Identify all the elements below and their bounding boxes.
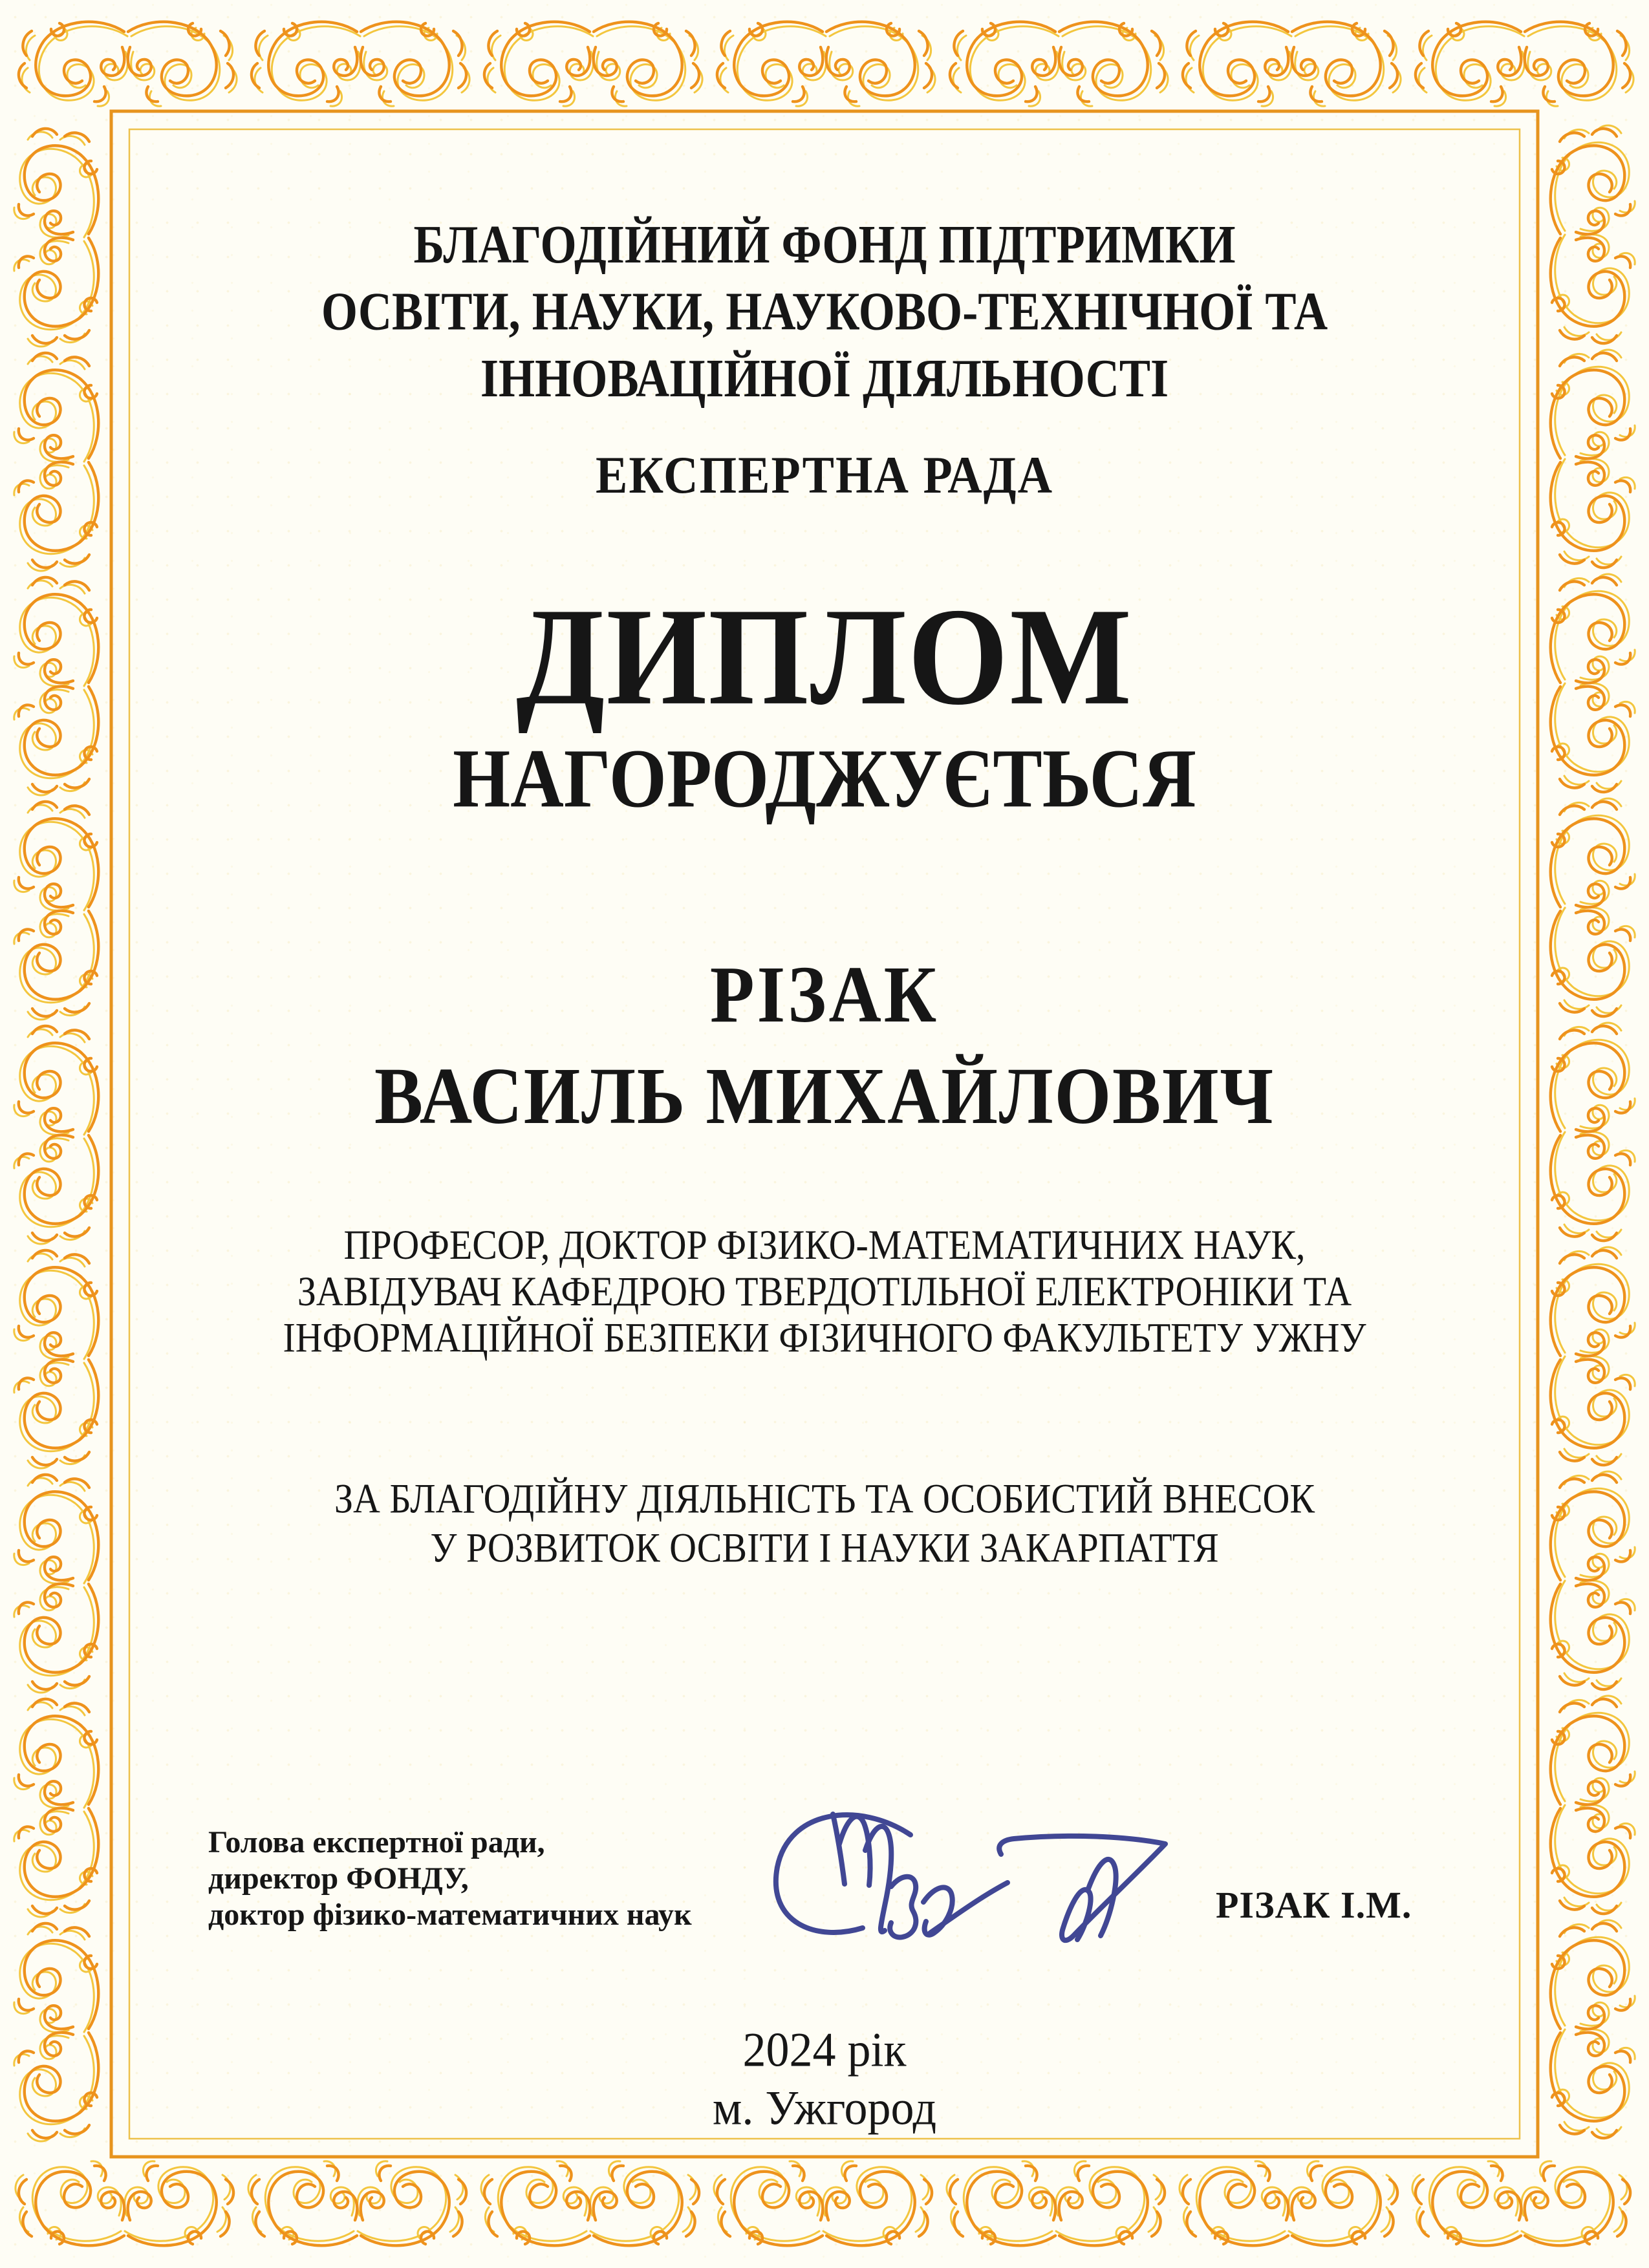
signatory-name: РІЗАК І.М. [1216,1884,1412,1926]
org-title-line2: ОСВІТИ, НАУКИ, НАУКОВО-ТЕХНІЧНОЇ ТА [321,281,1328,342]
recipient-position [129,1222,1520,1361]
award-reason-line2: У РОЗВИТОК ОСВІТИ І НАУКИ ЗАКАРПАТТЯ [430,1524,1219,1572]
recipient-surname: РІЗАК [709,950,940,1040]
signatory-role [208,1824,692,1933]
signatory-role-line2: директор ФОНДУ, [208,1861,469,1896]
signature-autograph [776,1814,1165,1940]
org-title-line3: ІННОВАЦІЙНОЇ ДІЯЛЬНОСТІ [480,348,1169,409]
award-subtitle: НАГОРОДЖУЄТЬСЯ [453,731,1196,825]
footer-city: м. Ужгород [712,2081,937,2135]
org-title [164,211,1485,412]
signatory-role-line3: доктор фізико-математичних наук [208,1898,692,1932]
signatory-role-line1: Голова експертної ради, [208,1825,545,1859]
recipient-position-line1: ПРОФЕСОР, ДОКТОР ФІЗИКО-МАТЕМАТИЧНИХ НАУК, [343,1221,1306,1268]
border-ornaments-right [1551,125,1635,2138]
recipient-position-line3: ІНФОРМАЦІЙНОЇ БЕЗПЕКИ ФІЗИЧНОГО ФАКУЛЬТЕТУ УЖНУ [283,1314,1366,1362]
recipient-fullname: ВАСИЛЬ МИХАЙЛОВИЧ [374,1051,1275,1142]
award-reason [129,1474,1520,1572]
footer-year: 2024 рік [742,2022,907,2077]
council-label: ЕКСПЕРТНА РАДА [595,446,1054,505]
org-title-line1: БЛАГОДІЙНИЙ ФОНД ПІДТРИМКИ [413,215,1236,275]
award-reason-line1: ЗА БЛАГОДІЙНУ ДІЯЛЬНІСТЬ ТА ОСОБИСТИЙ ВНЕСОК [334,1475,1315,1522]
footer [129,2020,1520,2137]
border-ornaments-top [19,22,1633,106]
border-ornaments-left [14,129,98,2141]
border-ornaments-bottom [16,2161,1630,2245]
recipient-position-line2: ЗАВІДУВАЧ КАФЕДРОЮ ТВЕРДОТІЛЬНОЇ ЕЛЕКТРОНІКИ ТА [297,1267,1352,1315]
diploma-title: ДИПЛОМ [515,579,1134,734]
